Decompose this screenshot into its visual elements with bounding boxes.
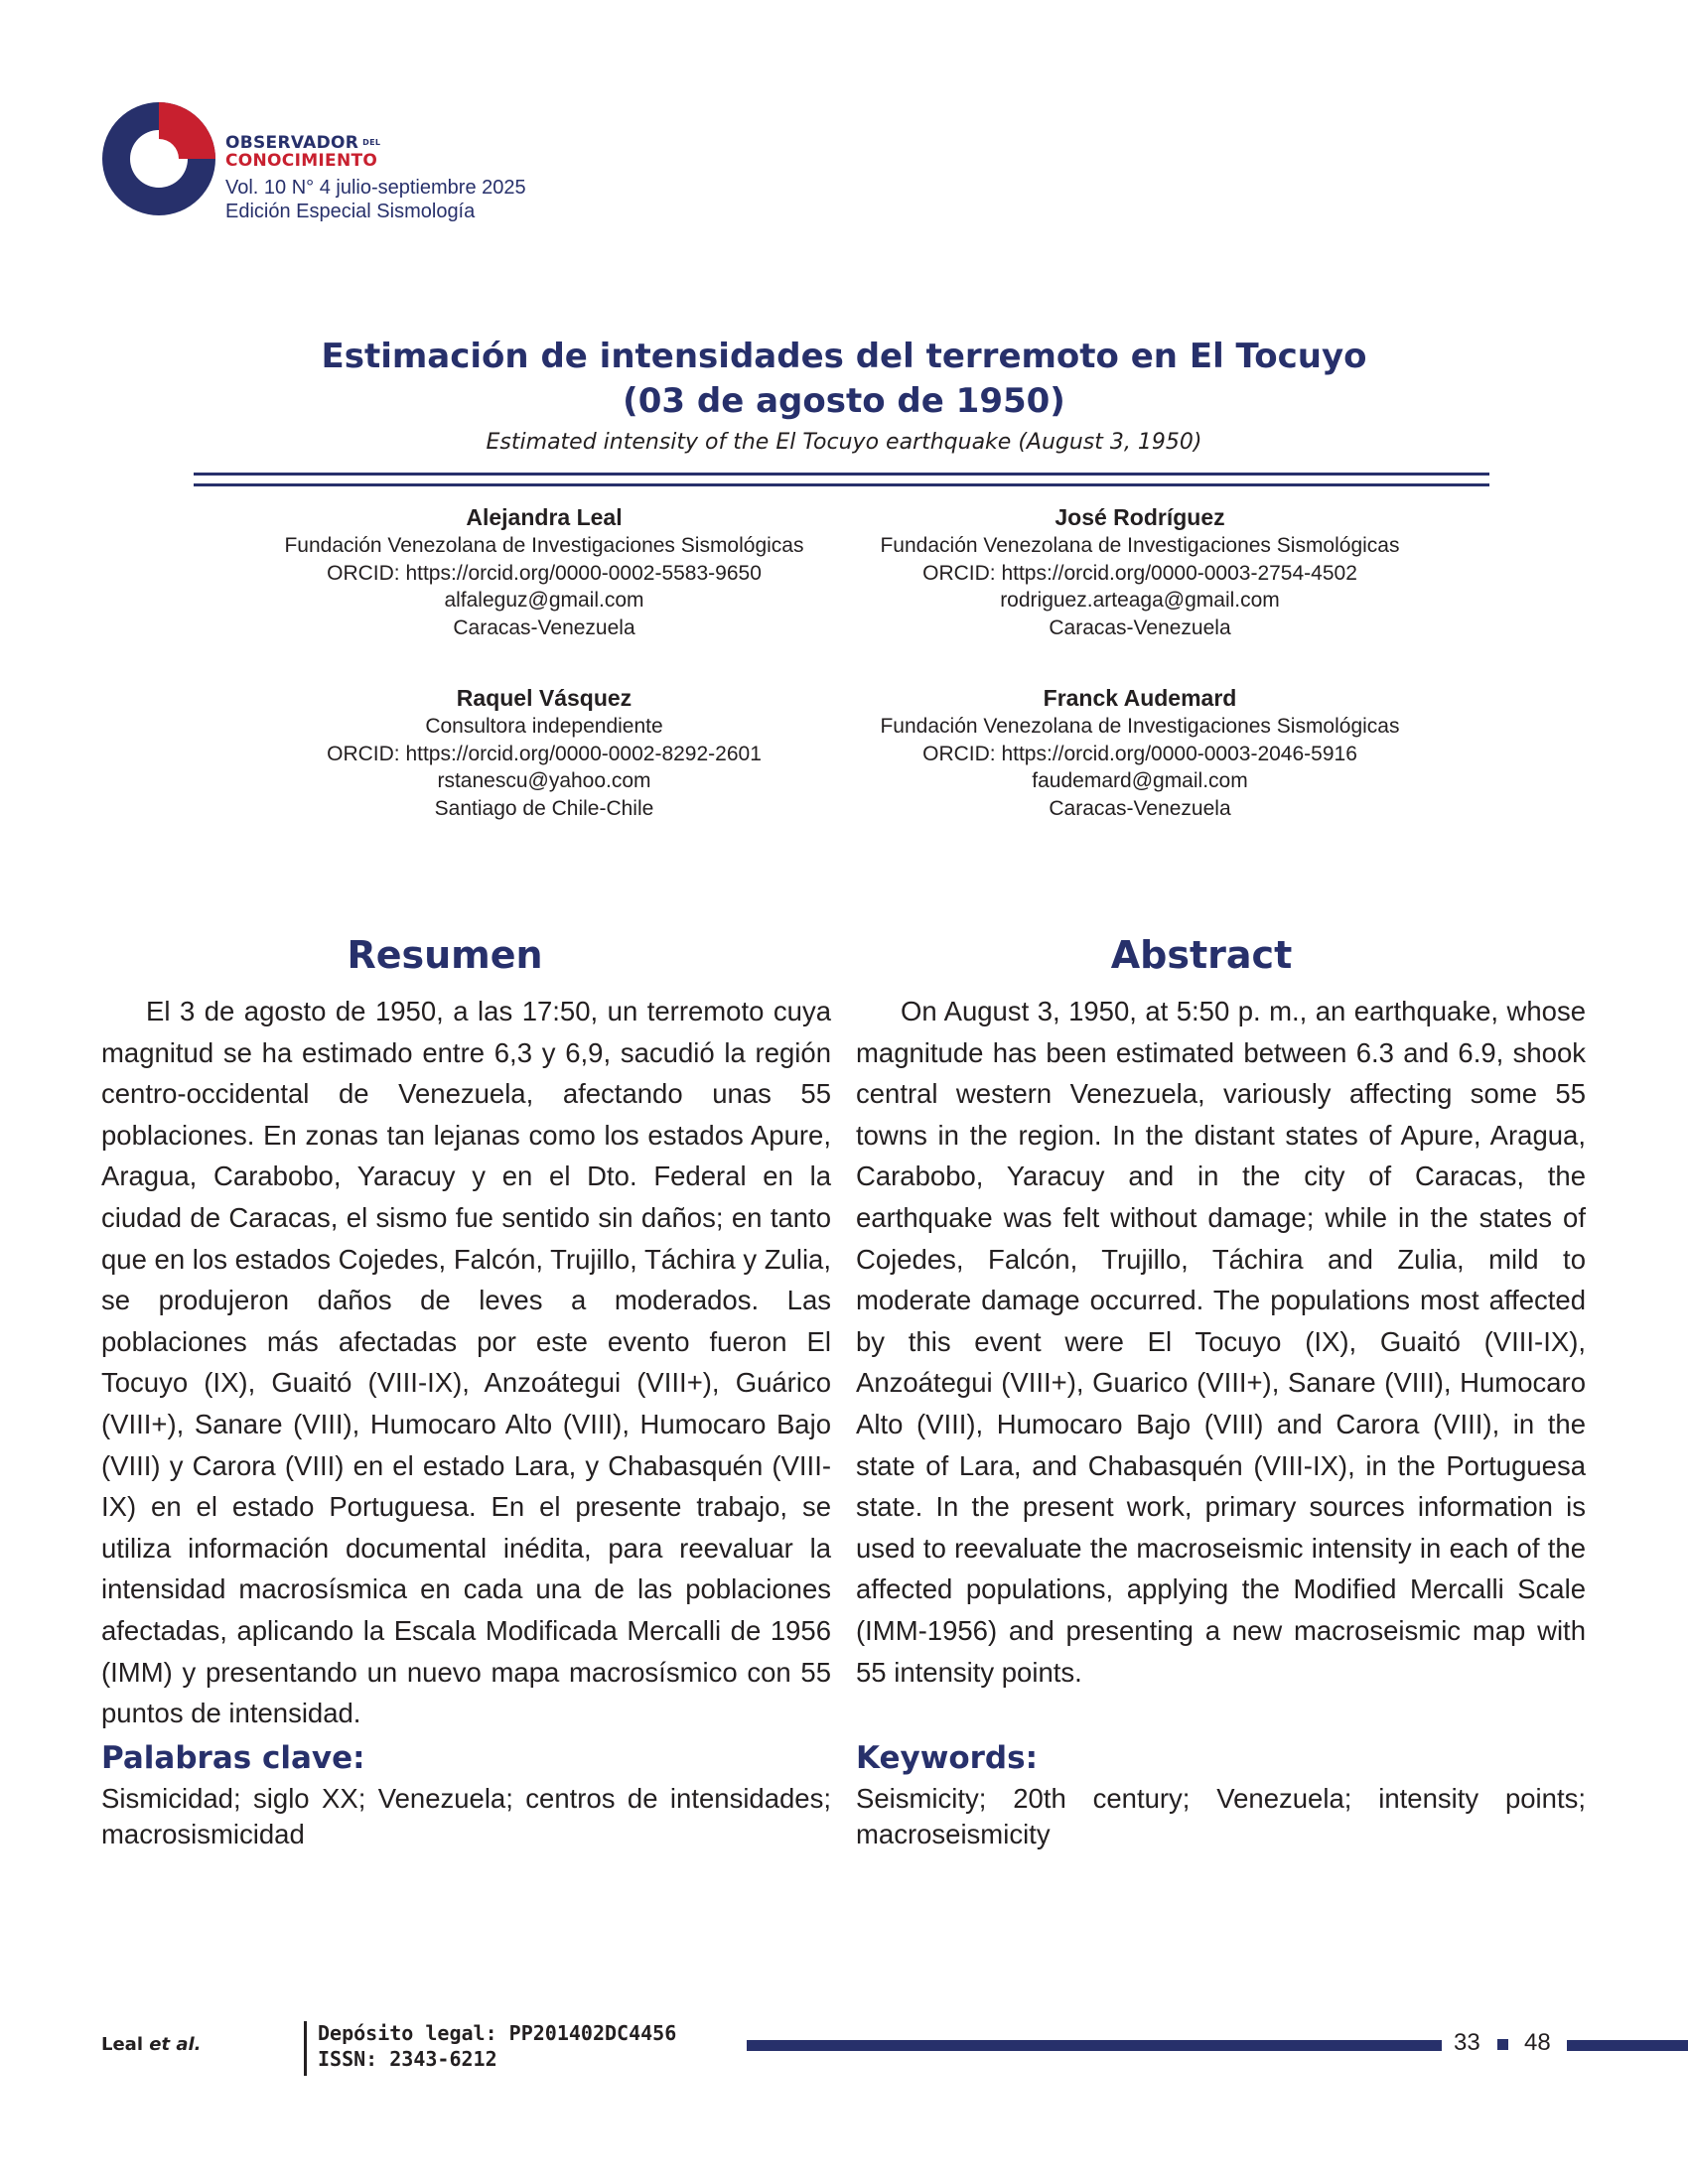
page-separator-square — [1497, 2039, 1508, 2050]
author-name: Alejandra Leal — [466, 504, 623, 530]
author-name: Raquel Vásquez — [456, 685, 633, 711]
author-email: rstanescu@yahoo.com — [437, 769, 651, 792]
resumen-text: El 3 de agosto de 1950, a las 17:50, un terremoto cuya magnitud se ha estimado entre 6,3 y 6,9, sacudió la región centro-occidental de Venezuela, afectando unas 55 poblaciones. En zonas tan lejanas como los estados Apure, Aragua, Carabobo, Yaracuy y en el Dto. Federal en la ciudad de Caracas, el sismo fue sentido sin daños; en tanto que en los estados Cojedes, Falcón, Trujillo, Táchira y Zulia, se produjeron daños de leves a moderados. Las poblaciones más afectadas por este evento fueron El Tocuyo (IX), Guaitó (VIII-IX), Anzoátegui (VIII+), Guárico (VIII+), Sanare (VIII), Humocaro Alto (VIII), Humocaro Bajo (VIII) y Carora (VIII) en el estado Lara, y Chabasquén (VIII-IX) en el estado Portuguesa. En el presente trabajo, se utiliza información documental inédita, para reevaluar la intensidad macrosísmica en cada una de las poblaciones afectadas, aplicando la Escala Modificada Mercalli de 1956 (IMM) y presentando un nuevo mapa macrosísmico con 55 puntos de intensidad. — [101, 996, 831, 1729]
author-affiliation: Fundación Venezolana de Investigaciones Sismológicas — [880, 715, 1400, 738]
article-title-line2: (03 de agosto de 1950) — [623, 381, 1065, 421]
resumen-heading: Resumen — [347, 933, 543, 977]
journal-name-line1: OBSERVADOR $^{DEL}$ — [225, 133, 381, 153]
total-pages: 48 — [1524, 2029, 1551, 2056]
journal-name-line2: CONOCIMIENTO — [225, 151, 378, 171]
author-orcid: ORCID: https://orcid.org/0000-0002-8292-2601 — [327, 742, 762, 765]
abstract-heading: Abstract — [1110, 933, 1293, 977]
author-name: José Rodríguez — [1055, 504, 1225, 530]
palabras-clave-heading: Palabras clave: — [101, 1740, 365, 1776]
author-name: Franck Audemard — [1043, 685, 1237, 711]
author-block — [842, 683, 1438, 822]
author-orcid: ORCID: https://orcid.org/0000-0002-5583-9650 — [327, 561, 762, 585]
author-email: alfaleguz@gmail.com — [444, 589, 644, 612]
title-divider — [194, 473, 1489, 486]
deposito-legal: Depósito legal: PP201402DC4456 — [318, 2021, 677, 2045]
author-orcid: ORCID: https://orcid.org/0000-0003-2754-4502 — [922, 561, 1357, 585]
footer-divider — [304, 2021, 307, 2076]
author-location: Santiago de Chile-Chile — [434, 796, 654, 820]
author-location: Caracas-Venezuela — [453, 615, 635, 639]
author-block — [246, 683, 842, 822]
author-orcid: ORCID: https://orcid.org/0000-0003-2046-5916 — [922, 742, 1357, 765]
palabras-clave-text: Sismicidad; siglo XX; Venezuela; centros de intensidades; macrosismicidad — [101, 1783, 831, 1849]
author-block — [246, 502, 842, 641]
page-number: 33 — [1454, 2029, 1480, 2056]
abstract-text: On August 3, 1950, at 5:50 p. m., an earthquake, whose magnitude has been estimated between 6.3 and 6.9, shook central western Venezuela, variously affecting some 55 towns in the region. In the distant states of Apure, Aragua, Carabobo, Yaracuy and in the city of Caracas, the earthquake was felt without damage; while in the states of Cojedes, Falcón, Trujillo, Táchira and Zulia, mild to moderate damage occurred. The populations most affected by this event were El Tocuyo (IX), Guaitó (VIII-IX), Anzoátegui (VIII+), Guarico (VIII+), Sanare (VIII), Humocaro Alto (VIII), Humocaro Bajo (VIII) and Carora (VIII), in the state of Lara, and Chabasquén (VIII-IX), in the Portuguesa state. In the present work, primary sources information is used to reevaluate the macroseismic intensity in each of the affected populations, applying the Modified Mercalli Scale (IMM-1956) and presenting a new macroseismic map with 55 intensity points. — [856, 996, 1586, 1688]
author-affiliation: Fundación Venezolana de Investigaciones Sismológicas — [880, 534, 1400, 557]
author-block — [842, 502, 1438, 641]
footer-author: Leal et al. — [101, 2034, 202, 2055]
author-email: faudemard@gmail.com — [1032, 769, 1248, 792]
footer-bar — [1567, 2040, 1688, 2051]
journal-edition: Edición Especial Sismología — [225, 201, 476, 222]
journal-logo — [99, 99, 218, 218]
author-location: Caracas-Venezuela — [1049, 615, 1231, 639]
keywords-heading: Keywords: — [856, 1740, 1038, 1776]
article-subtitle: Estimated intensity of the El Tocuyo earthquake (August 3, 1950) — [486, 430, 1202, 455]
issn: ISSN: 2343-6212 — [318, 2047, 497, 2071]
author-affiliation: Fundación Venezolana de Investigaciones Sismológicas — [284, 534, 804, 557]
journal-issue: Vol. 10 N° 4 julio-septiembre 2025 — [225, 177, 526, 199]
footer-bar — [747, 2040, 1442, 2051]
author-affiliation: Consultora independiente — [425, 715, 663, 738]
author-email: rodriguez.arteaga@gmail.com — [1000, 589, 1280, 612]
author-location: Caracas-Venezuela — [1049, 796, 1231, 820]
article-title-line1: Estimación de intensidades del terremoto en El Tocuyo — [321, 337, 1367, 376]
keywords-text: Seismicity; 20th century; Venezuela; intensity points; macroseismicity — [856, 1783, 1586, 1849]
